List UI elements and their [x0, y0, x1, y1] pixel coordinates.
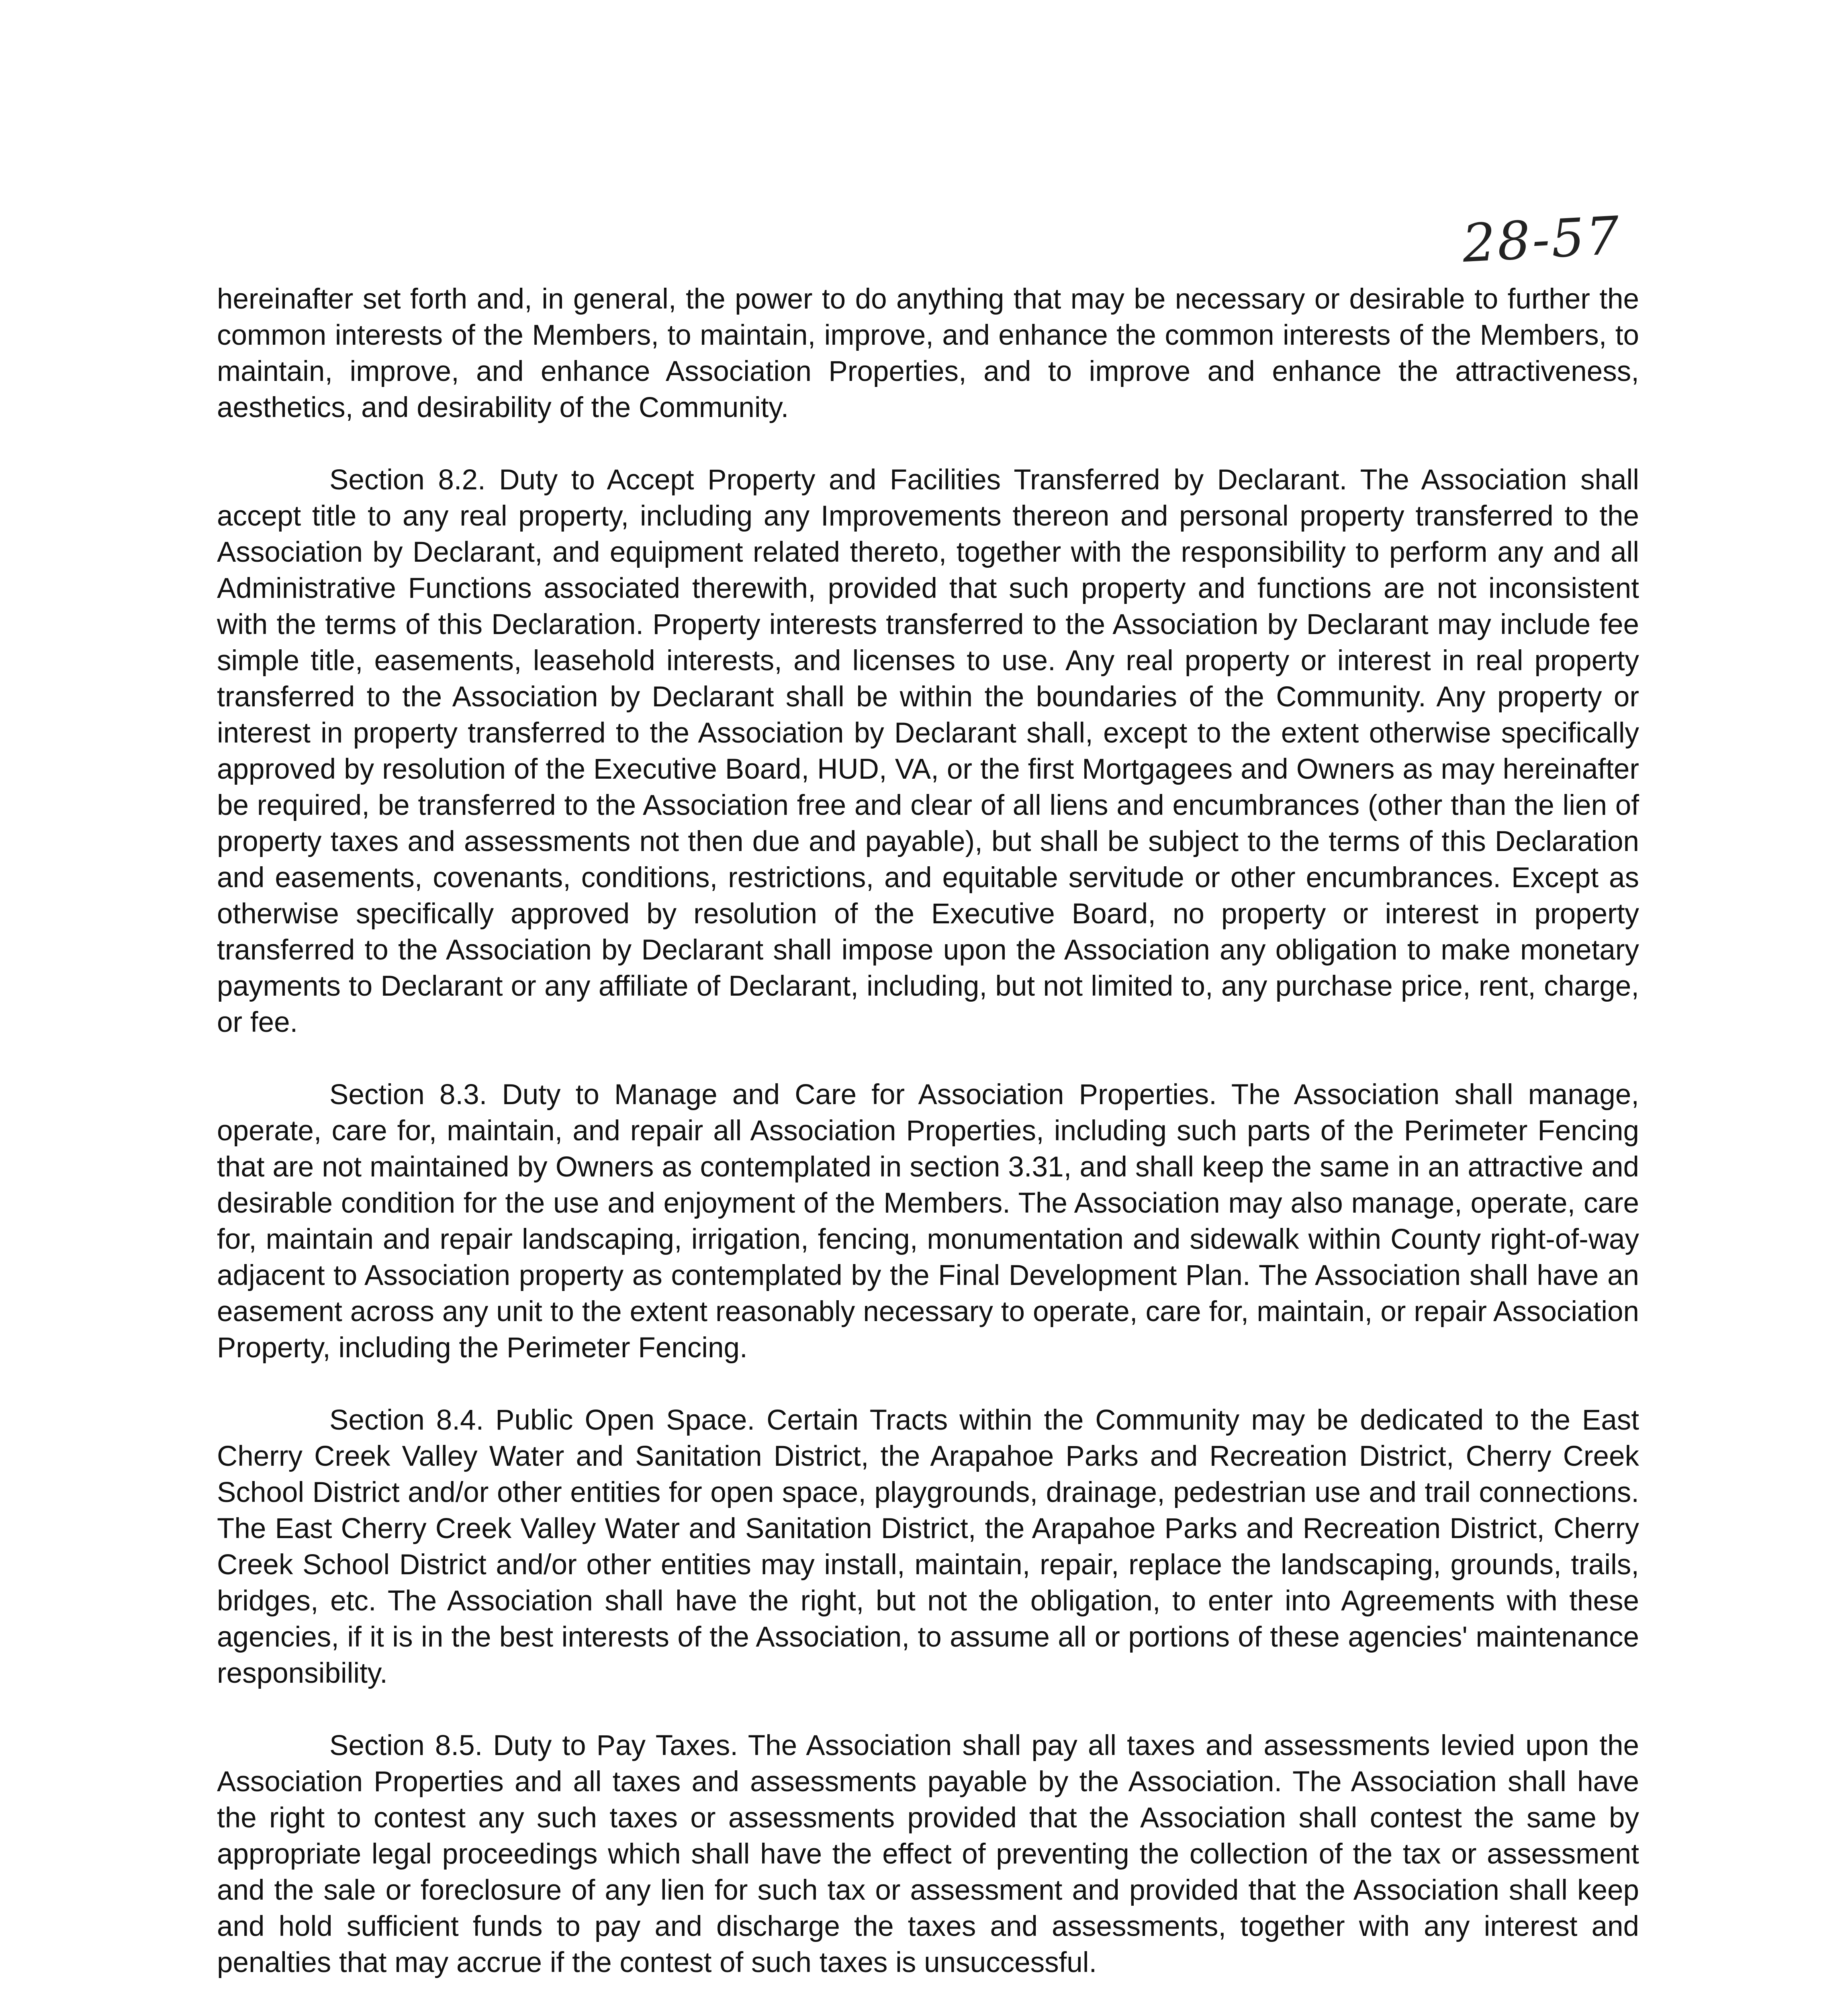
- paragraph-continuation: hereinafter set forth and, in general, the power to do anything that may be necessary or desirable to further the common interests of the Members, to maintain, improve, and enhance the common interests of the Members, to maintain, improve, and enhance Association Properties, and to improve and enhance the attractiveness, aesthetics, and desirability of the Community.: [217, 283, 1639, 423]
- paragraph-section-8-3: Section 8.3. Duty to Manage and Care for Association Properties. The Association shall manage, operate, care for, maintain, and repair all Association Properties, including such parts of the Perimeter Fencing that are not maintained by Owners as contemplated in section 3.31, and shall keep the same in an attractive and desirable condition for the use and enjoyment of the Members. The Association may also manage, operate, care for, maintain and repair landscaping, irrigation, fencing, monumentation and sidewalk within County right-of-way adjacent to Association property as contemplated by the Final Development Plan. The Association shall have an easement across any unit to the extent reasonably necessary to operate, care for, maintain, or repair Association Property, including the Perimeter Fencing.: [217, 1079, 1639, 1364]
- paragraph-section-8-5: Section 8.5. Duty to Pay Taxes. The Association shall pay all taxes and assessments levied upon the Association Properties and all taxes and assessments payable by the Association. The Association shall have the right to contest any such taxes or assessments provided that the Association shall contest the same by appropriate legal proceedings which shall have the effect of preventing the collection of the tax or assessment and the sale or foreclosure of any lien for such tax or assessment and provided that the Association shall keep and hold sufficient funds to pay and discharge the taxes and assessments, together with any interest and penalties that may accrue if the contest of such taxes is unsuccessful.: [217, 1730, 1639, 1978]
- handwritten-reference-number: 28-57: [1461, 205, 1623, 274]
- paragraph-section-8-2: Section 8.2. Duty to Accept Property and Facilities Transferred by Declarant. The Association shall accept title to any real property, including any Improvements thereon and personal property transferred to the Association by Declarant, and equipment related thereto, together with the responsibility to perform any and all Administrative Functions associated therewith, provided that such property and functions are not inconsistent with the terms of this Declaration. Property interests transferred to the Association by Declarant may include fee simple title, easements, leasehold interests, and licenses to use. Any real property or interest in real property transferred to the Association by Declarant shall be within the boundaries of the Community. Any property or interest in property transferred to the Association by Declarant shall, except to the extent otherwise specifically approved by resolution of the Executive Board, HUD, VA, or the first Mortgagees and Owners as may hereinafter be required, be transferred to the Association free and clear of all liens and encumbrances (other than the lien of property taxes and assessments not then due and payable), but shall be subject to the terms of this Declaration and easements, covenants, conditions, restrictions, and equitable servitude or other encumbrances. Except as otherwise specifically approved by resolution of the Executive Board, no property or interest in property transferred to the Association by Declarant shall impose upon the Association any obligation to make monetary payments to Declarant or any affiliate of Declarant, including, but not limited to, any purchase price, rent, charge, or fee.: [217, 464, 1639, 1038]
- document-body: [217, 281, 1639, 2009]
- paragraph-section-8-4: Section 8.4. Public Open Space. Certain Tracts within the Community may be dedicated to the East Cherry Creek Valley Water and Sanitation District, the Arapahoe Parks and Recreation District, Cherry Creek School District and/or other entities for open space, playgrounds, drainage, pedestrian use and trail connections. The East Cherry Creek Valley Water and Sanitation District, the Arapahoe Parks and Recreation District, Cherry Creek School District and/or other entities may install, maintain, repair, replace the landscaping, grounds, trails, bridges, etc. The Association shall have the right, but not the obligation, to enter into Agreements with these agencies, if it is in the best interests of the Association, to assume all or portions of these agencies' maintenance responsibility.: [217, 1404, 1639, 1689]
